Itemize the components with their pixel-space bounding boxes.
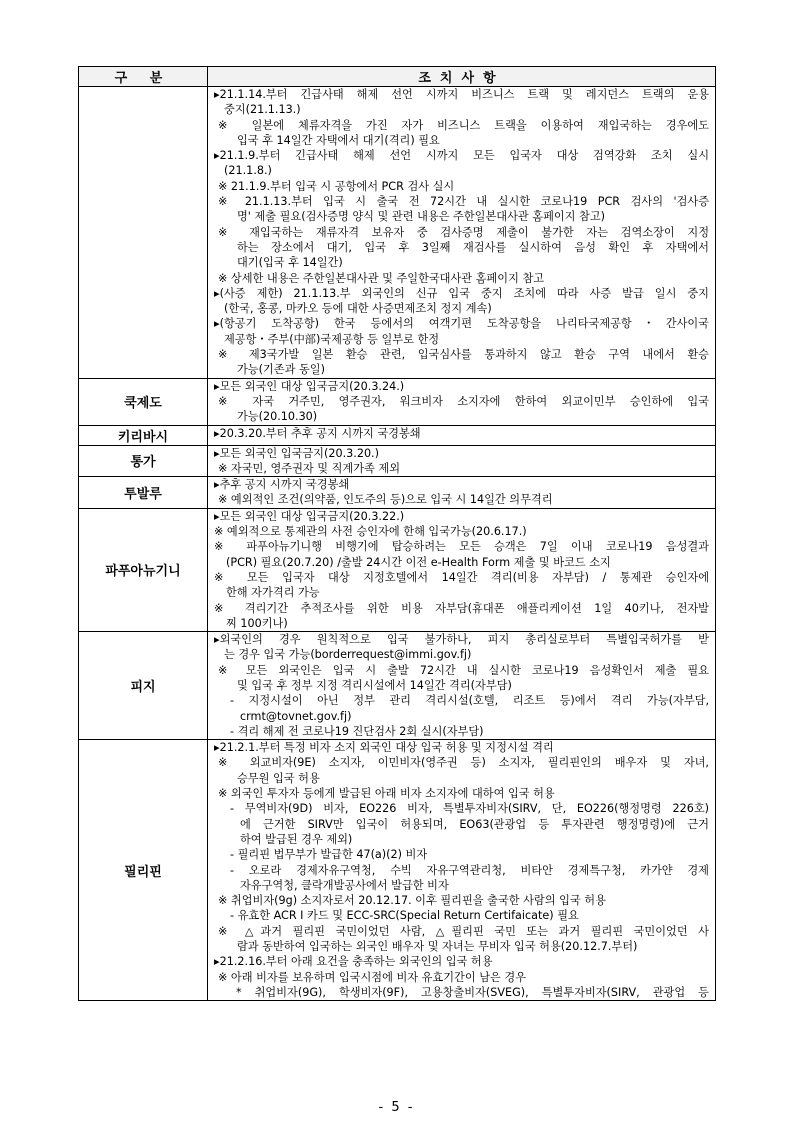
measure-cell (208, 632, 716, 740)
table-row (79, 425, 716, 445)
measure-line: ※ △과거 필리핀 국민이었던 사람, △필리핀 국민 또는 과거 필리핀 국민이었던 사 (218, 924, 709, 938)
country-cell: 키리바시 (79, 425, 208, 445)
measure-line: (PCR) 필요(20.7.20) /출발 24시간 이전 e-Health Form 제출 및 바코드 소지 (226, 555, 611, 569)
measure-line: - 필리핀 법무부가 발급한 47(a)(2) 비자 (230, 848, 428, 862)
measure-line: ※ 외국인 투자자 등에게 발급된 아래 비자 소지자에 대하여 입국 허용 (218, 787, 555, 801)
measure-line: ▸모든 외국인 입국금지(20.3.20.) (214, 446, 379, 460)
table-row (79, 378, 716, 425)
measures-table (78, 66, 716, 1001)
measure-line: - 무역비자(9D) 비자, EO226 비자, 특별투자비자(SIRV, 단, EO226(행정명령 226호) (230, 802, 709, 816)
measure-line: ※ 파푸아뉴기니행 비행기에 탑승하려는 모든 승객은 7일 이내 코로나19 음성결과 (214, 540, 709, 554)
measure-line: 입국 후 14일간 자택에서 대기(격리) 필요 (237, 133, 440, 147)
measure-line: ※ 자국민, 영주권자 및 직계가족 제외 (218, 461, 401, 475)
measure-line: ※ 외교비자(9E) 소지자, 이민비자(영주권 등) 소지자, 필리핀인의 배우자 및 자녀, (218, 756, 709, 770)
measure-line: ▸21.2.1.부터 특정 비자 소지 외국인 대상 입국 허용 및 지정시설 격리 (214, 741, 554, 755)
measure-cell (208, 378, 716, 425)
country-cell: 쿡제도 (79, 378, 208, 425)
measure-line: ▸21.1.9.부터 긴급사태 해제 선언 시까지 모든 입국자 대상 검역강화 조치 실시 (214, 149, 709, 163)
measure-line: 찌 100키나) (226, 616, 288, 630)
country-cell: 투발루 (79, 477, 208, 509)
measure-line: ※ 모든 외국인은 입국 시 출발 72시간 내 실시한 코로나19 음성확인서 제출 필요 (218, 663, 709, 677)
measure-line: ※ 자국 거주민, 영주권자, 워크비자 소지자에 한하여 외교이민부 승인하에 입국 (218, 394, 709, 408)
measure-line: 가능(20.10.30) (237, 410, 318, 424)
measure-line: 하여 발급된 경우 제외) (240, 832, 353, 846)
measure-line: ▸(사증 제한) 21.1.13.부 외국인의 신규 입국 중지 조치에 따라 사증 발급 일시 중지 (214, 286, 709, 300)
measure-line: ※ 예외적으로 통제관의 사전 승인자에 한해 입국가능(20.6.17.) (214, 525, 527, 539)
measure-line: 에 근거한 SIRV만 입국이 허용되며, EO63(관광업 등 투자관련 행정명령)에 근거 (240, 817, 709, 831)
table-row (79, 632, 716, 740)
measure-line: 중지(21.1.13.) (224, 103, 301, 117)
measure-line: 대기(입국 후 14일간) (237, 256, 343, 270)
country-cell: 파푸아뉴기니 (79, 508, 208, 631)
header-category: 구 분 (79, 67, 208, 87)
measure-line: ▸외국인의 경우 원칙적으로 입국 불가하나, 피지 총리실로부터 특별입국허가를 받 (214, 633, 709, 647)
measure-line: ※ 모든 입국자 대상 지정호텔에서 14일간 격리(비용 자부담) / 통제관 승인자에 (214, 570, 709, 584)
measure-line: 가능(기존과 동일) (237, 363, 325, 377)
table-header-row (79, 67, 716, 87)
table-row (79, 87, 716, 379)
measure-line: ※ 취업비자(9g) 소지자로서 20.12.17. 이후 필리핀을 출국한 사람의 입국 허용 (218, 894, 606, 908)
measure-line: 승무원 입국 허용 (237, 771, 320, 785)
measure-line: ▸21.2.16.부터 아래 요건을 충족하는 외국인의 입국 허용 (214, 955, 493, 969)
measure-line: (한국, 홍콩, 마카오 등에 대한 사증면제조치 정지 계속) (224, 302, 492, 316)
measure-line: ※ 제3국가발 일본 환승 관련, 입국심사를 통과하지 않고 환승 구역 내에서 환승 (218, 348, 709, 362)
measure-line: ※ 상세한 내용은 주한일본대사관 및 주일한국대사관 홈페이지 참고 (218, 271, 545, 285)
country-cell: 피지 (79, 632, 208, 740)
table-row (79, 508, 716, 631)
measure-line: ※ 일본에 체류자격을 가진 자가 비즈니스 트랙을 이용하여 재입국하는 경우에도 (218, 118, 709, 132)
measure-line: ▸모든 외국인 대상 입국금지(20.3.24.) (214, 379, 405, 393)
measure-line: 람과 동반하여 입국하는 외국인 배우자 및 자녀는 무비자 입국 허용(20.12.7.부터) (237, 940, 638, 954)
measure-line: 자유구역청, 클락개발공사에서 발급한 비자 (240, 878, 449, 892)
measure-line: ▸모든 외국인 대상 입국금지(20.3.22.) (214, 509, 405, 523)
measure-line: ▸21.1.14.부터 긴급사태 해제 선언 시까지 비즈니스 트랙 및 레지던스 트랙의 운용 (214, 88, 709, 101)
measure-cell (208, 425, 716, 445)
measure-line: 및 입국 후 정부 지정 격리시설에서 14일간 격리(자부담) (237, 678, 512, 692)
measure-line: 제공항・주부(中部)국제공항 등 일부로 한정 (224, 332, 440, 346)
measure-line: * 취업비자(9G), 학생비자(9F), 고용창출비자(SVEG), 특별투자비자(SIRV, 관광업 등 (236, 985, 709, 999)
table-row (79, 477, 716, 509)
measure-line: - 지정시설이 아닌 정부 관리 격리시설(호텔, 리조트 등)에서 격리 가능(자부담, (230, 694, 709, 708)
measure-line: crmt@tovnet.gov.fj) (240, 709, 352, 723)
measure-line: ※ 21.1.9.부터 입국 시 공항에서 PCR 검사 실시 (218, 179, 455, 193)
measure-line: - 오로라 경제자유구역청, 수빅 자유구역관리청, 비타안 경제특구청, 카가얀 경제 (230, 863, 709, 877)
measure-line: ※ 21.1.13.부터 입국 시 출국 전 72시간 내 실시한 코로나19 PCR 검사의 '검사증 (218, 195, 709, 209)
header-measures: 조치사항 (208, 67, 716, 87)
measure-cell (208, 477, 716, 509)
measure-line: ▸추후 공지 시까지 국경봉쇄 (214, 478, 350, 492)
measure-line: 는 경우 입국 가능(borderrequest@immi.gov.fj) (224, 648, 472, 662)
measure-cell (208, 740, 716, 1001)
measure-line: ※ 아래 비자를 보유하며 입국시점에 비자 유효기간이 남은 경우 (218, 970, 527, 984)
measure-cell (208, 508, 716, 631)
table-row (79, 445, 716, 477)
measure-line: ※ 예외적인 조건(의약품, 인도주의 등)으로 입국 시 14일간 의무격리 (218, 493, 553, 507)
measure-line: 명' 제출 필요(검사증명 양식 및 관련 내용은 주한일본대사관 홈페이지 참고) (237, 210, 606, 224)
measure-line: ▸(항공기 도착공항) 한국 등에서의 여객기편 도착공항을 나리타국제공항・간사이국 (214, 317, 709, 331)
measure-line: 하는 장소에서 대기, 입국 후 3일째 재검사를 실시하여 음성 확인 후 자택에서 (237, 240, 709, 254)
measure-line: (21.1.8.) (224, 164, 272, 178)
country-cell: 필리핀 (79, 740, 208, 1001)
page-number: - 5 - (378, 1100, 415, 1115)
measure-cell (208, 445, 716, 477)
country-cell: 통가 (79, 445, 208, 477)
measure-line: - 격리 해제 전 코로나19 진단검사 2회 실시(자부담) (230, 724, 484, 738)
country-cell (79, 87, 208, 379)
measure-line: - 유효한 ACR I 카드 및 ECC-SRC(Special Return Certifaicate) 필요 (230, 909, 579, 923)
measure-cell (208, 87, 716, 379)
measure-line: ※ 격리기간 추적조사를 위한 비용 자부담(휴대폰 애플리케이션 1일 40키나, 전자발 (214, 601, 709, 615)
measure-line: ▸20.3.20.부터 추후 공지 시까지 국경봉쇄 (214, 426, 421, 440)
measure-line: 한해 자가격리 가능 (226, 586, 320, 600)
table-row (79, 740, 716, 1001)
measure-line: ※ 재입국하는 재류자격 보유자 중 검사증명 제출이 불가한 자는 검역소장이 지정 (218, 225, 709, 239)
